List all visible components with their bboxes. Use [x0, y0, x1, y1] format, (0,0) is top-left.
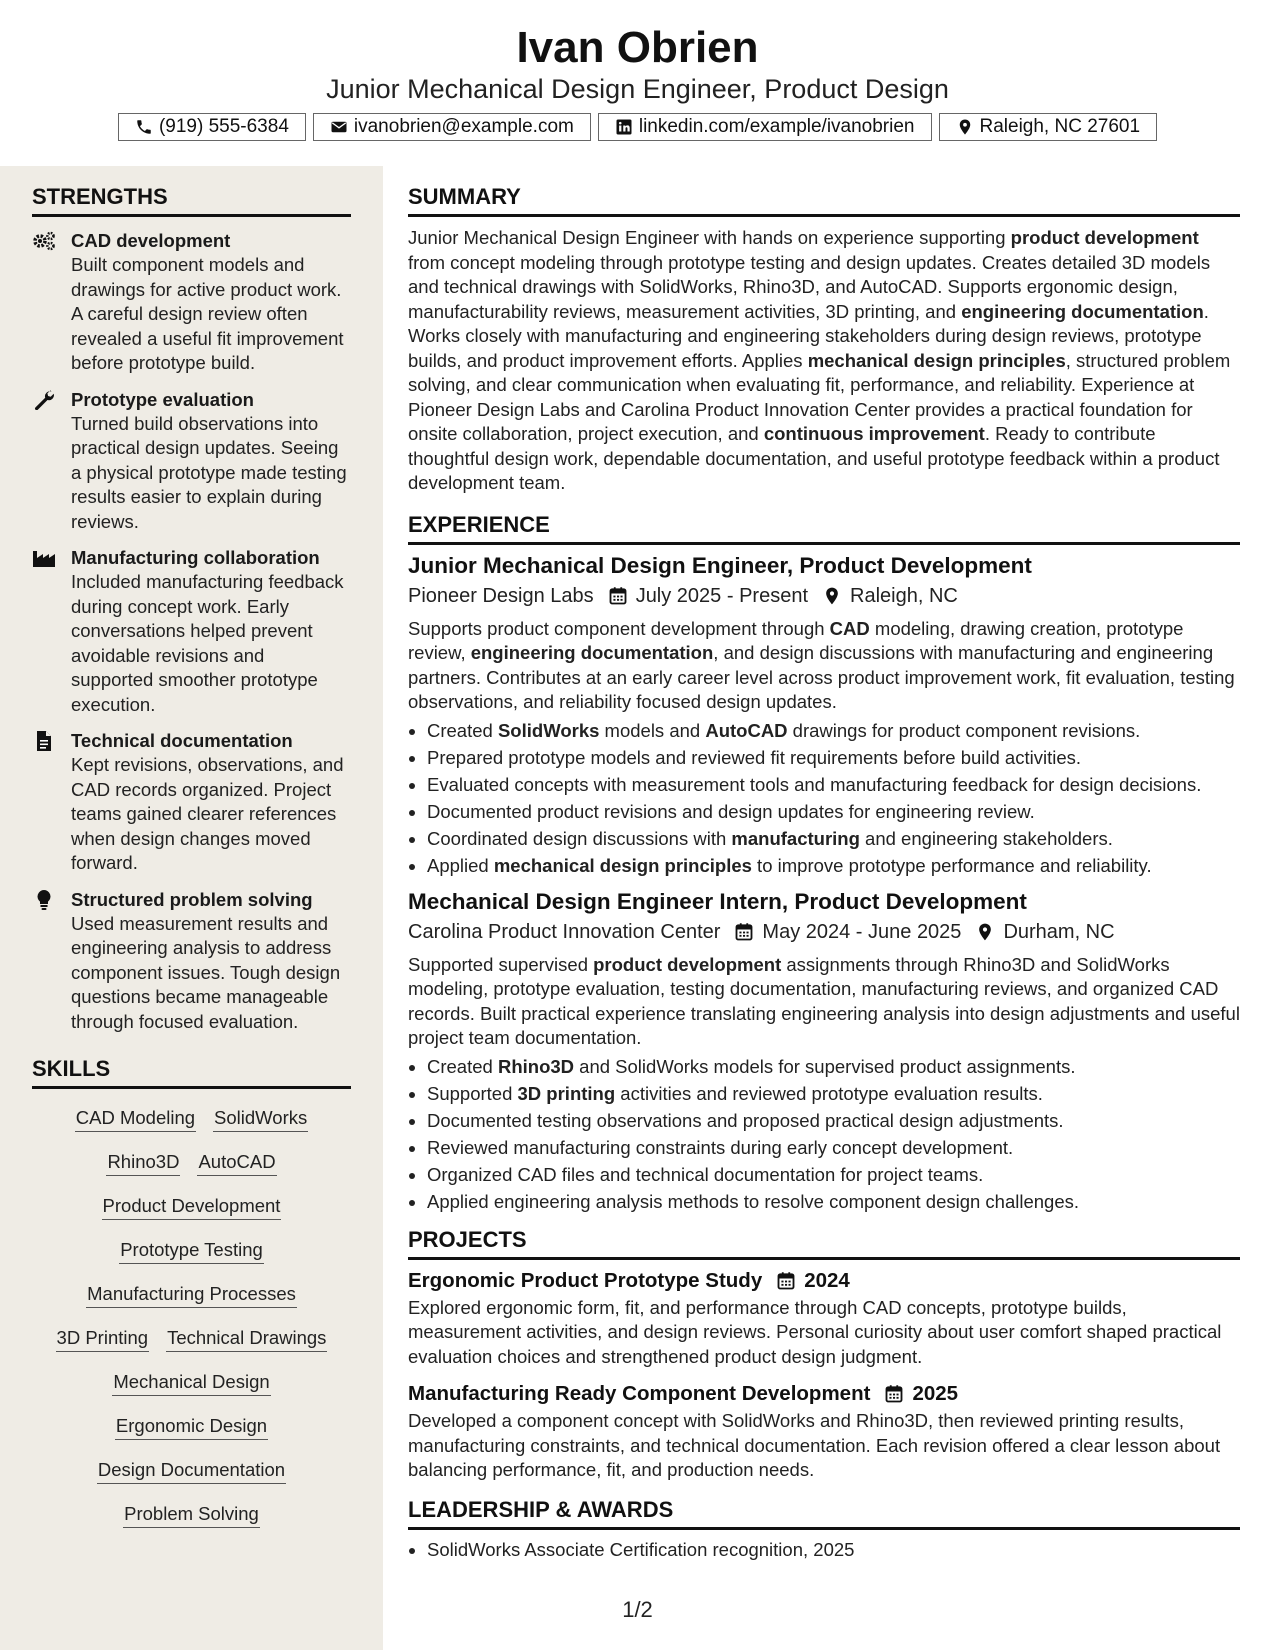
job-meta: [408, 581, 1240, 611]
job-company: Pioneer Design Labs: [408, 584, 594, 607]
project-title-row: [408, 1266, 1240, 1296]
list-item: • Created Rhino3D and SolidWorks models for supervised product assignments.: [427, 1053, 1240, 1080]
list-item: • Supported 3D printing activities and reviewed prototype evaluation results.: [427, 1080, 1240, 1107]
emphasis-text: AutoCAD: [705, 719, 788, 741]
calendar-icon: [734, 922, 754, 942]
leadership-list: [408, 1536, 1240, 1563]
job-dates: May 2024 - June 2025: [762, 920, 962, 943]
job-location: Raleigh, NC: [850, 584, 958, 607]
contact-email[interactable]: [313, 113, 591, 141]
project-entry: [408, 1379, 1240, 1483]
strength-item: [32, 729, 351, 876]
job-company: Carolina Product Innovation Center: [408, 920, 721, 943]
list-item: • Documented product revisions and design updates for engineering review.: [427, 798, 1240, 825]
skills-list: [32, 1105, 351, 1528]
list-item: • Evaluated concepts with measurement tools and manufacturing feedback for design decisions.: [427, 771, 1240, 798]
project-entry: [408, 1266, 1240, 1370]
calendar-icon: [608, 586, 628, 606]
strengths-heading: STRENGTHS: [32, 182, 351, 217]
main-column: [408, 182, 1240, 1563]
job-title: Mechanical Design Engineer Intern, Product Development: [408, 888, 1027, 914]
job-bullets: [408, 1053, 1240, 1215]
skill-tag: Rhino3D: [106, 1149, 180, 1176]
emphasis-text: mechanical design principles: [807, 349, 1066, 371]
factory-icon: [32, 548, 56, 568]
project-year: 2024: [804, 1268, 850, 1292]
emphasis-text: engineering documentation: [470, 642, 714, 663]
strength-description: Built component models and drawings for active product work. A careful design review often revealed a useful fit improvement before prototype build.: [71, 254, 344, 373]
strength-item: [32, 229, 351, 376]
strength-item: [32, 546, 351, 717]
job-title: Junior Mechanical Design Engineer, Product Development: [408, 552, 1032, 578]
job-location: Durham, NC: [1003, 920, 1115, 943]
skill-tag: Ergonomic Design: [115, 1413, 268, 1440]
location-icon: [822, 586, 842, 606]
skills-heading: SKILLS: [32, 1054, 351, 1089]
contact-linkedin-text: linkedin.com/example/ivanobrien: [638, 116, 915, 137]
contact-email-text: ivanobrien@example.com: [353, 116, 574, 137]
strength-item: [32, 388, 351, 535]
list-item: • Prepared prototype models and reviewed fit requirements before build activities.: [427, 744, 1240, 771]
project-title: Manufacturing Ready Component Development: [408, 1382, 871, 1405]
strength-description: Turned build observations into practical design updates. Seeing a physical prototype made testing results easier to explain during reviews.: [71, 412, 347, 532]
linkedin-icon: [615, 118, 633, 136]
location-icon: [956, 118, 974, 136]
phone-icon: [135, 118, 153, 136]
skill-tag: Design Documentation: [97, 1457, 286, 1484]
contact-bar: [0, 113, 1275, 141]
strength-description: Used measurement results and engineering analysis to address component issues. Tough design questions became manageable through focused evaluation.: [71, 912, 341, 1032]
calendar-icon: [776, 1271, 796, 1291]
wrench-icon: [32, 390, 56, 410]
calendar-icon: [884, 1384, 904, 1404]
strength-title: Structured problem solving: [71, 888, 313, 910]
skill-tag: Mechanical Design: [112, 1369, 270, 1396]
list-item: • SolidWorks Associate Certification recognition, 2025: [427, 1536, 1240, 1563]
resume-name: Ivan Obrien: [516, 23, 759, 72]
skill-tag: 3D Printing: [56, 1325, 150, 1352]
contact-phone-text: (919) 555-6384: [158, 116, 289, 137]
leadership-heading: LEADERSHIP & AWARDS: [408, 1495, 1240, 1530]
contact-location[interactable]: [939, 113, 1158, 141]
skill-tag: SolidWorks: [213, 1105, 308, 1132]
contact-location-text: Raleigh, NC 27601: [979, 116, 1141, 137]
emphasis-text: Rhino3D: [497, 1055, 575, 1077]
list-item: • Reviewed manufacturing constraints during early concept development.: [427, 1134, 1240, 1161]
skill-tag: Problem Solving: [123, 1501, 260, 1528]
job-dates: July 2025 - Present: [635, 584, 809, 607]
job-entry: [408, 551, 1240, 879]
sidebar: [32, 182, 351, 1528]
resume-headline: Junior Mechanical Design Engineer, Product Design: [326, 74, 949, 104]
emphasis-text: SolidWorks: [497, 719, 600, 741]
project-description: Developed a component concept with SolidWorks and Rhino3D, then reviewed printing results, manufacturing constraints, and technical documentation. Each revision offered a clear lesson about balancing performance, fit, and production needs.: [408, 1410, 1221, 1480]
list-item: • Documented testing observations and proposed practical design adjustments.: [427, 1107, 1240, 1134]
list-item: • Applied mechanical design principles to improve prototype performance and reliability.: [427, 852, 1240, 879]
emphasis-text: product development: [593, 953, 782, 975]
skill-tag: Manufacturing Processes: [86, 1281, 297, 1308]
contact-linkedin[interactable]: [598, 113, 932, 141]
experience-heading: EXPERIENCE: [408, 510, 1240, 545]
contact-phone[interactable]: [118, 113, 306, 141]
project-year: 2025: [912, 1382, 959, 1405]
strength-description: Included manufacturing feedback during concept work. Early conversations helped prevent avoidable revisions and supported smoother prototype execution.: [71, 571, 344, 715]
skill-tag: Technical Drawings: [166, 1325, 327, 1352]
lightbulb-icon: [32, 890, 56, 910]
emphasis-text: CAD: [829, 617, 870, 639]
emphasis-text: mechanical design principles: [493, 854, 752, 876]
strength-item: [32, 888, 351, 1035]
strength-title: Technical documentation: [71, 730, 293, 751]
emphasis-text: manufacturing: [731, 827, 860, 849]
list-item: • Coordinated design discussions with manufacturing and engineering stakeholders.: [427, 825, 1240, 852]
document-icon: [32, 731, 56, 751]
summary-heading: SUMMARY: [408, 182, 1240, 217]
skill-tag: Product Development: [102, 1193, 282, 1220]
skill-tag: CAD Modeling: [75, 1105, 196, 1132]
summary-text: Junior Mechanical Design Engineer with hands on experience supporting product development from concept modeling through prototype testing and design updates. Creates detailed 3D models and technical drawings with SolidWorks, Rhino3D, and AutoCAD. Supports ergonomic design, manufacturability reviews, measurement activities, 3D printing, and engineering documentation. Works closely with manufacturing and engineering stakeholders during design reviews, prototype builds, and product improvement efforts. Applies mechanical design principles, structured problem solving, and clear communication when evaluating fit, performance, and reliability. Experience at Pioneer Design Labs and Carolina Product Innovation Center provides a practical foundation for onsite collaboration, project execution, and continuous improvement. Ready to contribute thoughtful design work, dependable documentation, and useful prototype feedback within a product development team.: [408, 227, 1231, 493]
skill-tag: AutoCAD: [197, 1149, 276, 1176]
location-icon: [975, 922, 995, 942]
email-icon: [330, 118, 348, 136]
strength-description: Kept revisions, observations, and CAD records organized. Project teams gained clearer references when design changes moved forward.: [71, 754, 344, 873]
list-item: • Organized CAD files and technical documentation for project teams.: [427, 1161, 1240, 1188]
strength-title: CAD development: [71, 230, 231, 251]
emphasis-text: continuous improvement: [763, 423, 985, 444]
job-description: Supported supervised product development assignments through Rhino3D and SolidWorks modeling, prototype evaluation, testing documentation, manufacturing reviews, and organized CAD records. Built practical experience translating engineering analysis into design adjustments and useful project team documentation.: [408, 953, 1240, 1048]
job-description: Supports product component development through CAD modeling, drawing creation, prototype review, engineering documentation, and design discussions with manufacturing and engineering partners. Contributes at an early career level across product improvement work, fit evaluation, testing observations, and reliability focused design updates.: [408, 617, 1235, 712]
project-title: Ergonomic Product Prototype Study: [408, 1268, 763, 1292]
projects-heading: PROJECTS: [408, 1225, 1240, 1260]
gears-icon: [32, 231, 56, 251]
strength-title: Prototype evaluation: [71, 388, 254, 410]
skill-tag: Prototype Testing: [119, 1237, 264, 1264]
job-entry: [408, 887, 1240, 1215]
job-bullets: [408, 717, 1240, 879]
list-item: • Created SolidWorks models and AutoCAD drawings for product component revisions.: [427, 717, 1240, 744]
list-item: • Applied engineering analysis methods to resolve component design challenges.: [427, 1188, 1240, 1215]
job-meta: [408, 917, 1240, 947]
emphasis-text: engineering documentation: [961, 300, 1204, 322]
project-title-row: [408, 1379, 1240, 1409]
strength-title: Manufacturing collaboration: [71, 547, 320, 568]
project-description: Explored ergonomic form, fit, and performance through CAD concepts, prototype builds, measurement activities, and design reviews. Personal curiosity about user comfort shaped practical evaluation choices and strengthened product design judgment.: [408, 1296, 1222, 1367]
emphasis-text: product development: [1010, 227, 1199, 248]
page-number: 1/2: [622, 1597, 653, 1622]
emphasis-text: 3D printing: [517, 1082, 616, 1104]
